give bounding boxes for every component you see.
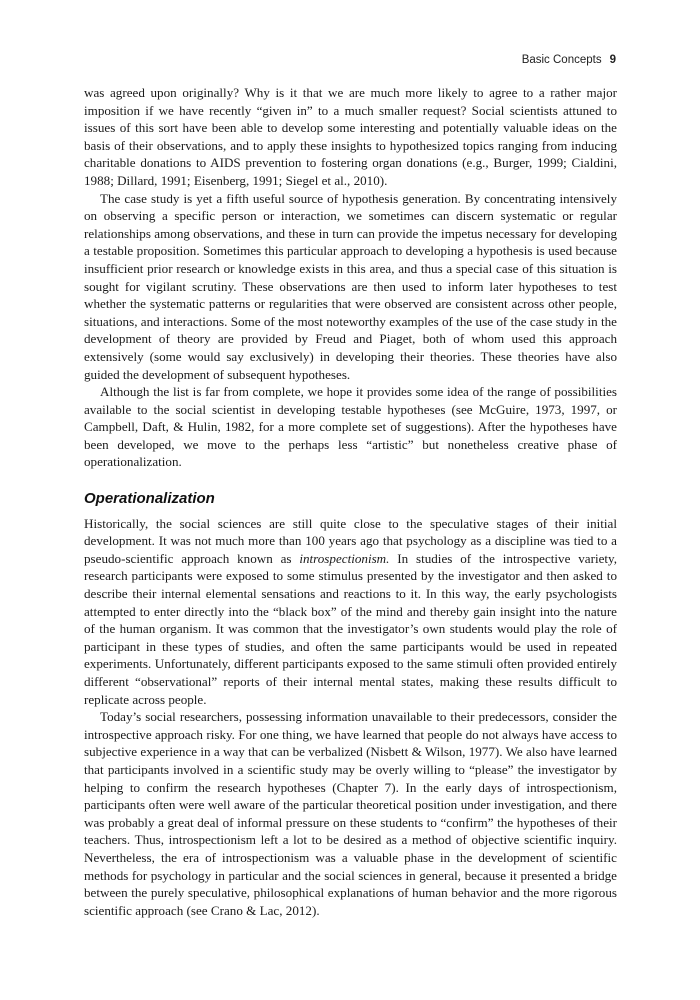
running-head: [522, 54, 616, 66]
paragraph-modern-researchers: Today’s social researchers, possessing information unavailable to their predecessors, consider the introspective approach risky. For one thing, we have learned that people do not always have access to subjective experience in a way that can be verbalized (Nisbett & Wilson, 1977). We also have learned that participants involved in a scientific study may be overly willing to “please” the investigator by helping to confirm the research hypotheses (Chapter 7). In the early days of introspectionism, participants often were well aware of the particular theoretical position under investigation, and there was probably a great deal of informal pressure on these students to “confirm” the hypotheses of their teachers. Thus, introspectionism left a lot to be desired as a method of objective scientific inquiry. Nevertheless, the era of introspectionism was a valuable phase in the development of scientific methods for psychology in particular and the social sciences in general, because it presented a bridge between the purely speculative, philosophical explanations of human behavior and the more rigorous scientific approach (see Crano & Lac, 2012).: [84, 709, 617, 918]
paragraph-case-study: The case study is yet a fifth useful source of hypothesis generation. By concentrating intensively on observing a specific person or interaction, we sometimes can discern systematic or regular relationships among observations, and these in turn can provide the impetus necessary for developing a testable proposition. Sometimes this particular approach to developing a hypothesis is used because insufficient prior research or knowledge exists in this area, and thus a special case of this situation is sought for vigilant scrutiny. These observations are then used to inform later hypotheses to test whether the systematic patterns or regularities that were observed are consistent across other people, situations, and interactions. Some of the most noteworthy examples of the use of the case study in the development of theory are provided by Freud and Piaget, both of whom used this approach extensively (some would say exclusively) in developing their theories. These theories have also guided the development of subsequent hypotheses.: [84, 190, 617, 382]
text-run: In studies of the introspective variety, research participants were exposed to some stimulus presented by the investigator and then asked to describe their internal elemental sensations and reactions to it. In this way, the early psychologists attempted to enter directly into the “black box” of the mind and thereby gain insight into the nature of the human organism. It was common that the investigator’s own students would play the role of participant in these types of studies, and often the same participants would be used in repeated experiments. Unfortunately, different participants exposed to the same stimuli often provided entirely different “observational” reports of their internal mental states, making these results difficult to replicate across people.: [84, 550, 618, 707]
text-run: Historically, the social sciences are still quite close to the speculative stages of their initial development. It was not much more than 100 years ago that psychology as a discipline was tied to a pseudo-scientific approach known as: [84, 515, 617, 566]
section-heading: Operationalization: [84, 490, 215, 508]
paragraph-introspectionism: [84, 515, 617, 709]
page-number: 9: [609, 54, 616, 66]
body-text: [84, 84, 617, 919]
paragraph-list-summary: Although the list is far from complete, we hope it provides some idea of the range of possibilities available to the social scientist in developing testable hypotheses (see McGuire, 1973, 1997, or Campbell, Daft, & Hulin, 1982, for a more complete set of suggestions). After the hypotheses have been developed, we move to the perhaps less “artistic” but nonetheless creative phase of operationalization.: [84, 384, 617, 470]
paragraph-continuation: was agreed upon originally? Why is it that we are much more likely to agree to a rather major imposition if we have recently “given in” to a much smaller request? Social scientists attuned to issues of this sort have been able to develop some interesting and potentially valuable ideas on the basis of their observations, and to apply these insights to hypothesized topics ranging from inducing charitable donations to AIDS prevention to fostering organ donations (e.g., Burger, 1999; Cialdini, 1988; Dillard, 1991; Eisenberg, 1991; Siegel et al., 2010).: [84, 85, 617, 188]
italic-term: introspectionism.: [299, 550, 390, 566]
running-head-title: Basic Concepts: [521, 54, 602, 66]
